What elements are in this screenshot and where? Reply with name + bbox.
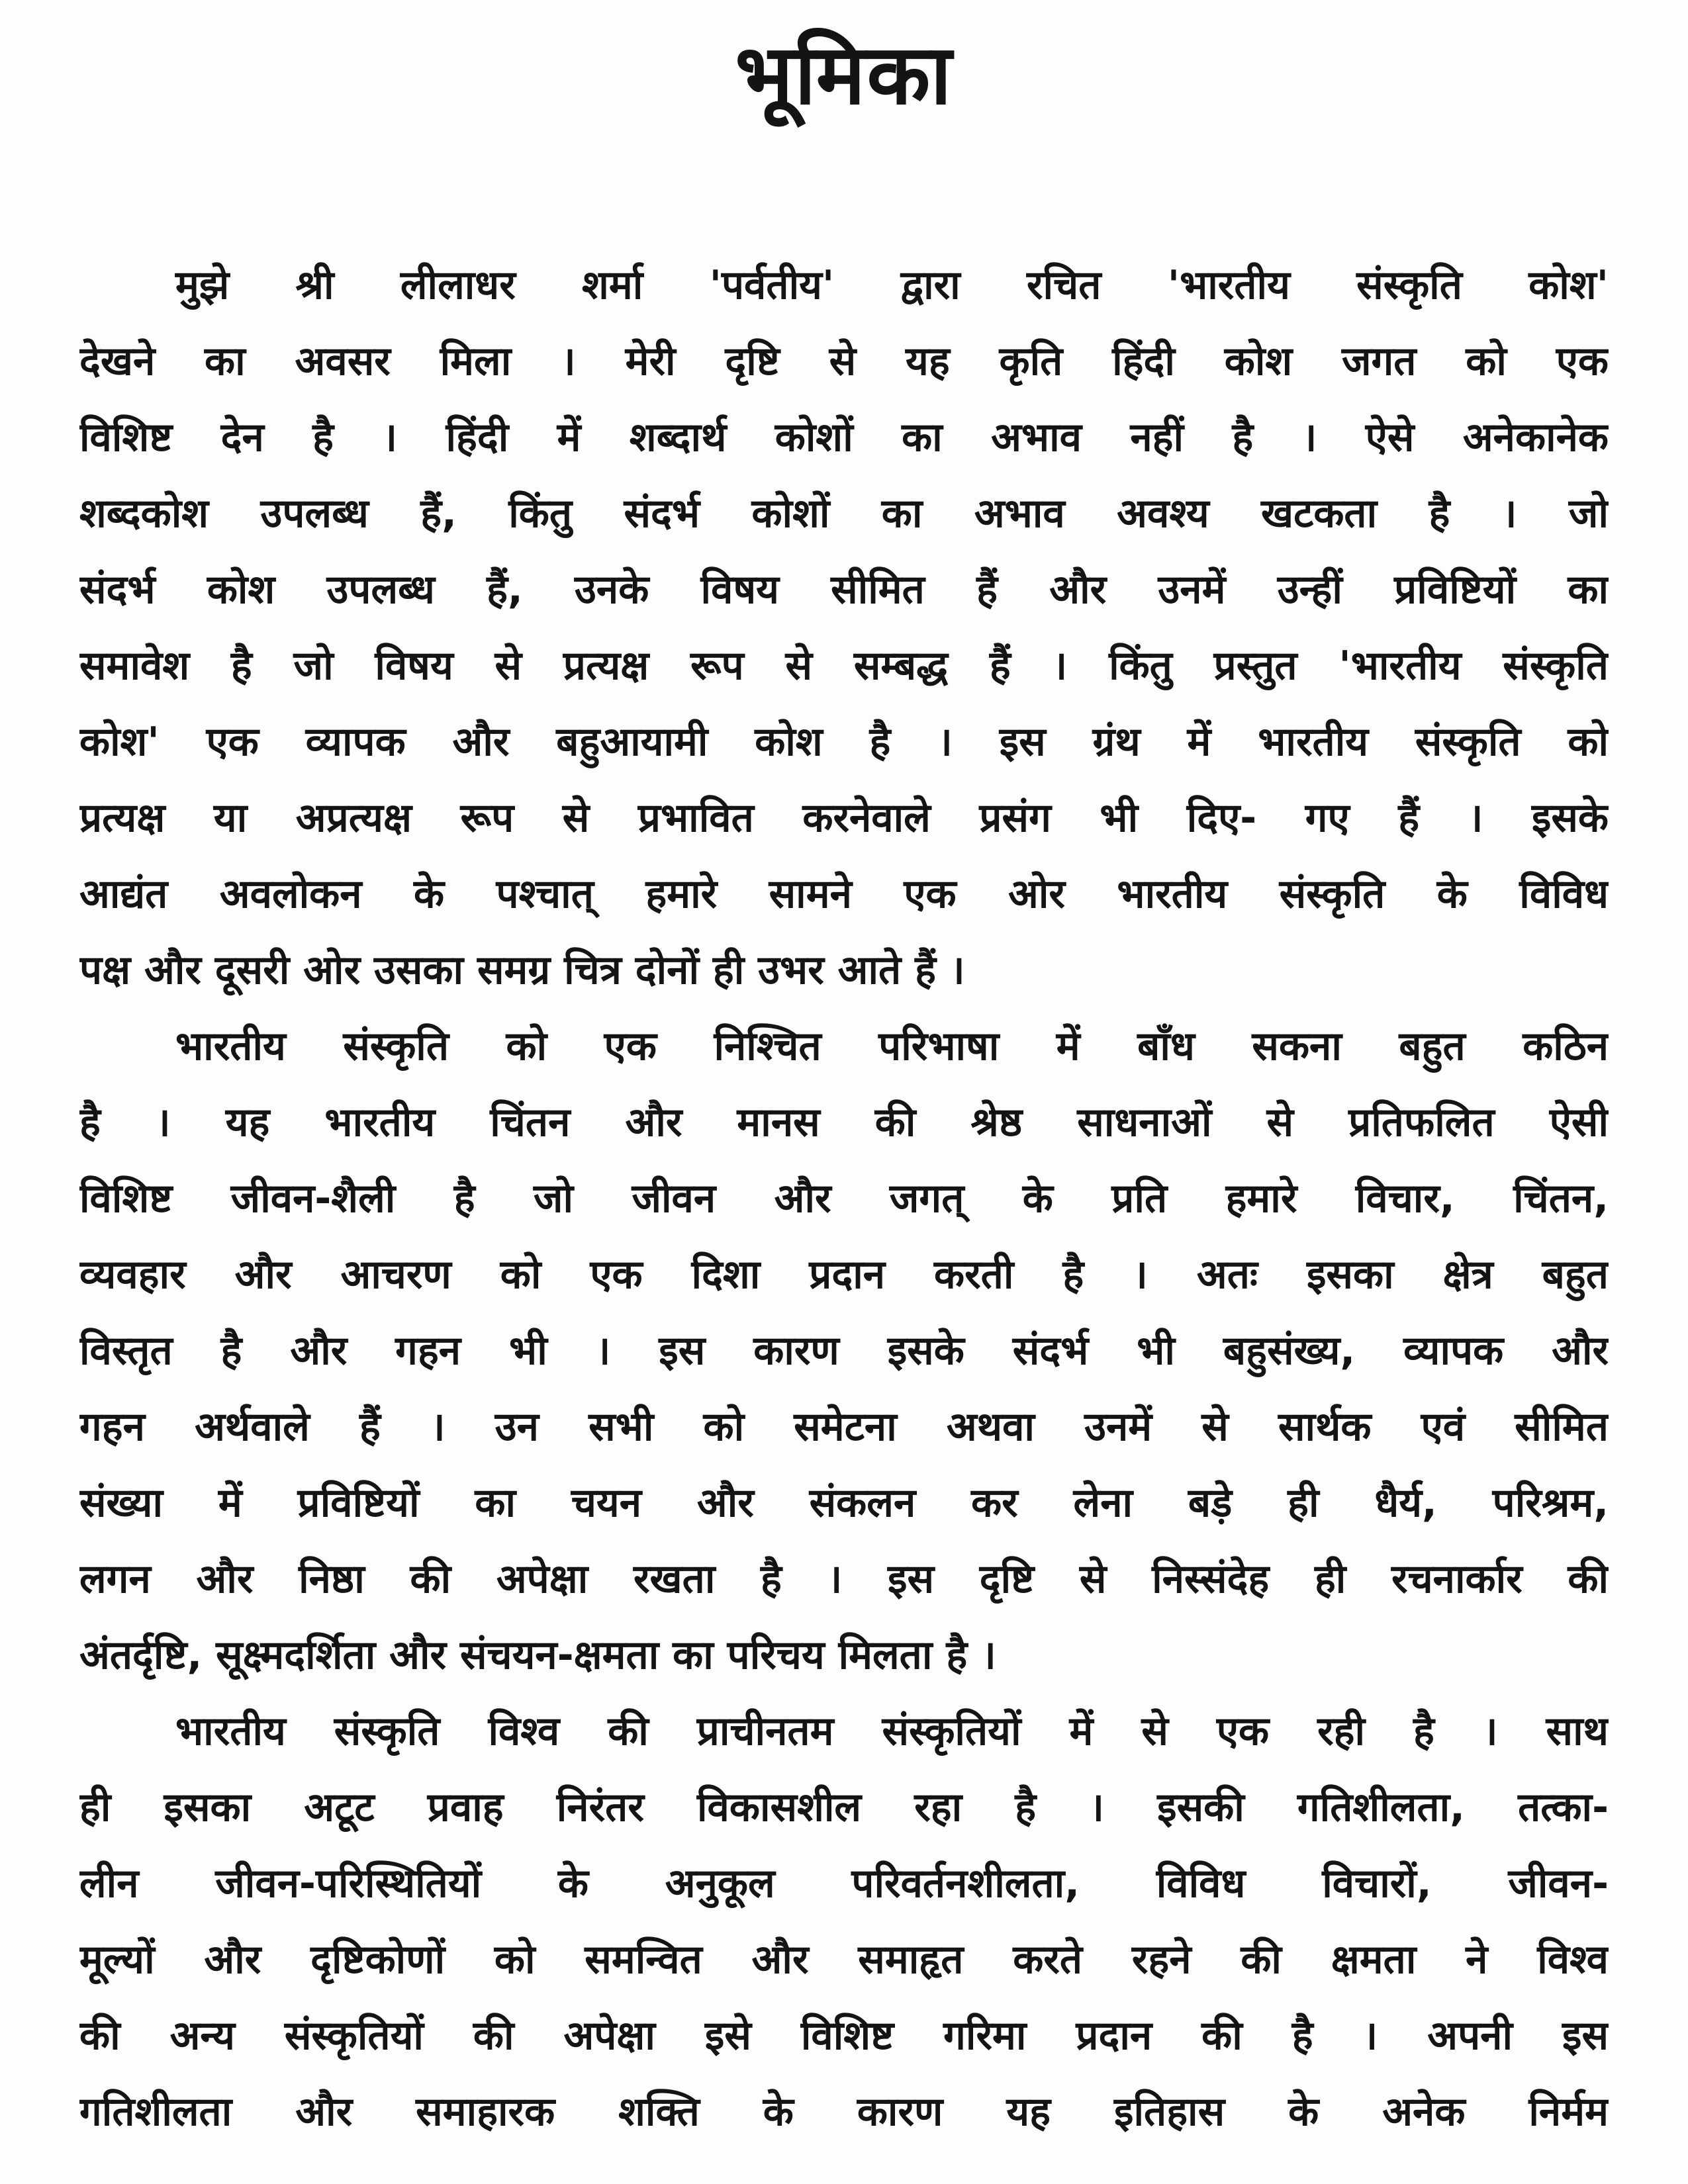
text-line: अंतर्दृष्टि, सूक्ष्मदर्शिता और संचयन-क्षमता का परिचय मिलता है ।: [79, 1631, 996, 1678]
text-line: संदर्भ कोश उपलब्ध हैं, उनके विषय सीमित हैं और उनमें उन्हीं प्रविष्टियों का: [79, 566, 1609, 613]
text-line: प्रत्यक्ष या अप्रत्यक्ष रूप से प्रभावित करनेवाले प्रसंग भी दिए- गए हैं । इसके: [79, 794, 1609, 841]
text-line: आद्यंत अवलोकन के पश्चात् हमारे सामने एक ओर भारतीय संस्कृति के विविध: [79, 870, 1609, 917]
text-line: लीन जीवन-परिस्थितियों के अनुकूल परिवर्तनशीलता, विविध विचारों, जीवन-: [79, 1860, 1609, 1907]
text-line: विशिष्ट देन है । हिंदी में शब्दार्थ कोशों का अभाव नहीं है । ऐसे अनेकानेक: [79, 414, 1609, 461]
paragraph: [79, 1694, 1609, 2150]
text-line: की अन्य संस्कृतियों की अपेक्षा इसे विशिष्ट गरिमा प्रदान की है । अपनी इस: [79, 2012, 1609, 2059]
page-title: भूमिका: [735, 27, 953, 123]
text-line: समावेश है जो विषय से प्रत्यक्ष रूप से सम्बद्ध हैं । किंतु प्रस्तुत 'भारतीय संस्कृति: [79, 642, 1609, 689]
text-line: भारतीय संस्कृति विश्व की प्राचीनतम संस्कृतियों में से एक रही है । साथ: [175, 1707, 1609, 1754]
text-line: विस्तृत है और गहन भी । इस कारण इसके संदर्भ भी बहुसंख्य, व्यापक और: [79, 1327, 1609, 1374]
text-line: देखने का अवसर मिला । मेरी दृष्टि से यह कृति हिंदी कोश जगत को एक: [79, 338, 1609, 385]
text-line: है । यह भारतीय चिंतन और मानस की श्रेष्ठ साधनाओं से प्रतिफलित ऐसी: [79, 1099, 1609, 1146]
text-line: पक्ष और दूसरी ओर उसका समग्र चित्र दोनों ही उभर आते हैं ।: [79, 946, 965, 993]
text-line: कोश' एक व्यापक और बहुआयामी कोश है । इस ग्रंथ में भारतीय संस्कृति को: [79, 718, 1609, 765]
text-line: शब्दकोश उपलब्ध हैं, किंतु संदर्भ कोशों का अभाव अवश्य खटकता है । जो: [79, 490, 1609, 537]
text-line: लगन और निष्ठा की अपेक्षा रखता है । इस दृष्टि से निस्संदेह ही रचनार्कार की: [79, 1555, 1609, 1602]
text-line: मुझे श्री लीलाधर शर्मा 'पर्वतीय' द्वारा रचित 'भारतीय संस्कृति कोश': [175, 261, 1609, 308]
text-line: मूल्यों और दृष्टिकोणों को समन्वित और समाहृत करते रहने की क्षमता ने विश्व: [79, 1936, 1609, 1983]
text-line: ही इसका अटूट प्रवाह निरंतर विकासशील रहा है । इसकी गतिशीलता, तत्का-: [79, 1784, 1609, 1831]
text-line: विशिष्ट जीवन-शैली है जो जीवन और जगत् के प्रति हमारे विचार, चिंतन,: [79, 1175, 1609, 1222]
text-line: भारतीय संस्कृति को एक निश्चित परिभाषा में बाँध सकना बहुत कठिन: [175, 1023, 1609, 1069]
text-line: गतिशीलता और समाहारक शक्ति के कारण यह इतिहास के अनेक निर्मम: [79, 2088, 1609, 2135]
text-line: व्यवहार और आचरण को एक दिशा प्रदान करती है । अतः इसका क्षेत्र बहुत: [79, 1251, 1609, 1298]
paragraph: [79, 248, 1609, 1009]
text-line: गहन अर्थवाले हैं । उन सभी को समेटना अथवा उनमें से सार्थक एवं सीमित: [79, 1403, 1609, 1450]
text-line: संख्या में प्रविष्टियों का चयन और संकलन कर लेना बड़े ही धैर्य, परिश्रम,: [79, 1479, 1609, 1526]
paragraph: [79, 1009, 1609, 1694]
